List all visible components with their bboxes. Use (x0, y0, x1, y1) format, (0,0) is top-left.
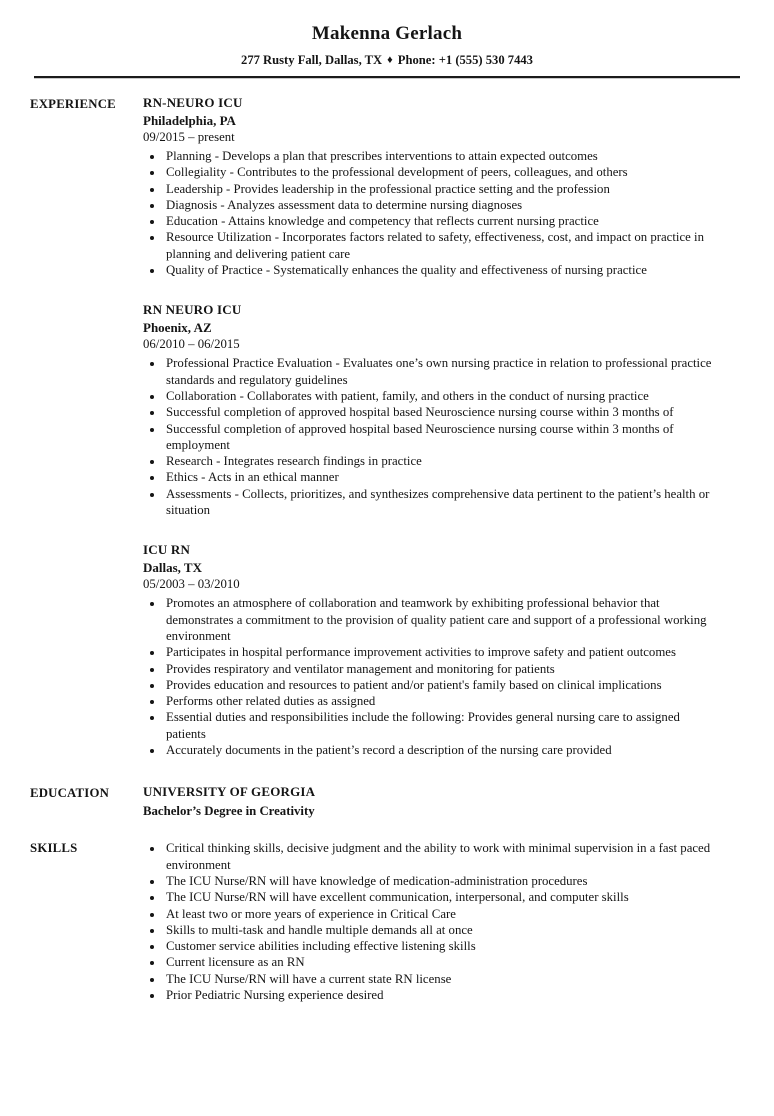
bullet-item: • Performs other related duties as assigned (164, 693, 720, 709)
bullet-item: • The ICU Nurse/RN will have a current state RN license (164, 971, 720, 987)
bullet-item: • Ethics - Acts in an ethical manner (164, 469, 720, 485)
bullet-item: • Assessments - Collects, prioritizes, and synthesizes comprehensive data pertinent to the patient’s health or situation (164, 486, 720, 519)
bullet-item: • Essential duties and responsibilities include the following: Provides general nursing care to assigned patients (164, 709, 720, 742)
education-degree: Bachelor’s Degree in Creativity (143, 804, 315, 819)
bullet-item: • Leadership - Provides leadership in the professional practice setting and the profession (164, 181, 720, 197)
job-title: RN-NEURO ICU (143, 95, 243, 110)
bullet-item: • Skills to multi-task and handle multiple demands all at once (164, 922, 720, 938)
job-bullet-list (143, 355, 720, 518)
job-location: Phoenix, AZ (143, 320, 212, 336)
section-experience (30, 95, 720, 758)
education-entry (143, 784, 720, 819)
bullet-item: • Resource Utilization - Incorporates factors related to safety, effectiveness, cost, and impact on practice in planning and delivering patient care (164, 229, 720, 262)
job-dates: 05/2003 – 03/2010 (143, 577, 240, 592)
bullet-item: • Customer service abilities including effective listening skills (164, 938, 720, 954)
diamond-icon: ♦ (387, 54, 393, 66)
job-entry (143, 302, 720, 518)
bullet-item: • Accurately documents in the patient’s record a description of the nursing care provided (164, 742, 720, 758)
section-label-skills: SKILLS (30, 841, 78, 856)
bullet-item: • Successful completion of approved hospital based Neuroscience nursing course within 3 months of employment (164, 421, 720, 454)
bullet-item: • Participates in hospital performance improvement activities to improve safety and patient outcomes (164, 644, 720, 660)
bullet-item: • Provides education and resources to patient and/or patient's family based on clinical implications (164, 677, 720, 693)
section-label-experience: EXPERIENCE (30, 97, 116, 111)
bullet-item: • Collegiality - Contributes to the professional development of peers, colleagues, and others (164, 164, 720, 180)
bullet-item: • At least two or more years of experience in Critical Care (164, 906, 720, 922)
bullet-item: • Research - Integrates research findings in practice (164, 453, 720, 469)
contact-phone: Phone: +1 (555) 530 7443 (397, 53, 533, 67)
section-skills (30, 839, 720, 1003)
job-title: ICU RN (143, 542, 191, 558)
bullet-item: • Quality of Practice - Systematically enhances the quality and effectiveness of nursing practice (164, 262, 720, 278)
education-school: UNIVERSITY OF GEORGIA (143, 784, 316, 800)
bullet-item: • Promotes an atmosphere of collaboration and teamwork by exhibiting professional behavior that demonstrates a commitment to the provision of quality patient care and support of a professional working environment (164, 595, 720, 644)
job-dates: 09/2015 – present (143, 130, 235, 144)
job-dates: 06/2010 – 06/2015 (143, 337, 240, 352)
contact-line (0, 53, 774, 69)
bullet-item: • The ICU Nurse/RN will have knowledge of medication-administration procedures (164, 873, 720, 889)
bullet-item: • Education - Attains knowledge and competency that reflects current nursing practice (164, 213, 720, 229)
skills-bullet-list (143, 840, 720, 1003)
job-location: Philadelphia, PA (143, 113, 236, 128)
bullet-item: • Collaboration - Collaborates with patient, family, and others in the conduct of nursing practice (164, 388, 720, 404)
job-entry (143, 542, 720, 758)
job-bullet-list (143, 148, 720, 278)
contact-address: 277 Rusty Fall, Dallas, TX (241, 53, 383, 67)
bullet-item: • Diagnosis - Analyzes assessment data to determine nursing diagnoses (164, 197, 720, 213)
bullet-item: • The ICU Nurse/RN will have excellent communication, interpersonal, and computer skills (164, 889, 720, 905)
section-education (30, 784, 720, 819)
job-location: Dallas, TX (143, 560, 202, 576)
job-entry (143, 95, 720, 278)
experience-entries (143, 95, 720, 758)
section-label-education: EDUCATION (30, 786, 110, 801)
header-divider (34, 76, 740, 79)
bullet-item: • Critical thinking skills, decisive judgment and the ability to work with minimal supervision in a fast paced environment (164, 840, 720, 873)
bullet-item: • Successful completion of approved hospital based Neuroscience nursing course within 3 months of (164, 404, 720, 420)
bullet-item: • Professional Practice Evaluation - Evaluates one’s own nursing practice in relation to professional practice standards and regulatory guidelines (164, 355, 720, 388)
resume-body (0, 95, 774, 1003)
job-title: RN NEURO ICU (143, 302, 242, 318)
bullet-item: • Prior Pediatric Nursing experience desired (164, 987, 720, 1003)
bullet-item: • Current licensure as an RN (164, 954, 720, 970)
bullet-item: • Planning - Develops a plan that prescribes interventions to attain expected outcomes (164, 148, 720, 164)
job-bullet-list (143, 595, 720, 758)
candidate-name: Makenna Gerlach (311, 23, 463, 44)
bullet-item: • Provides respiratory and ventilator management and monitoring for patients (164, 661, 720, 677)
